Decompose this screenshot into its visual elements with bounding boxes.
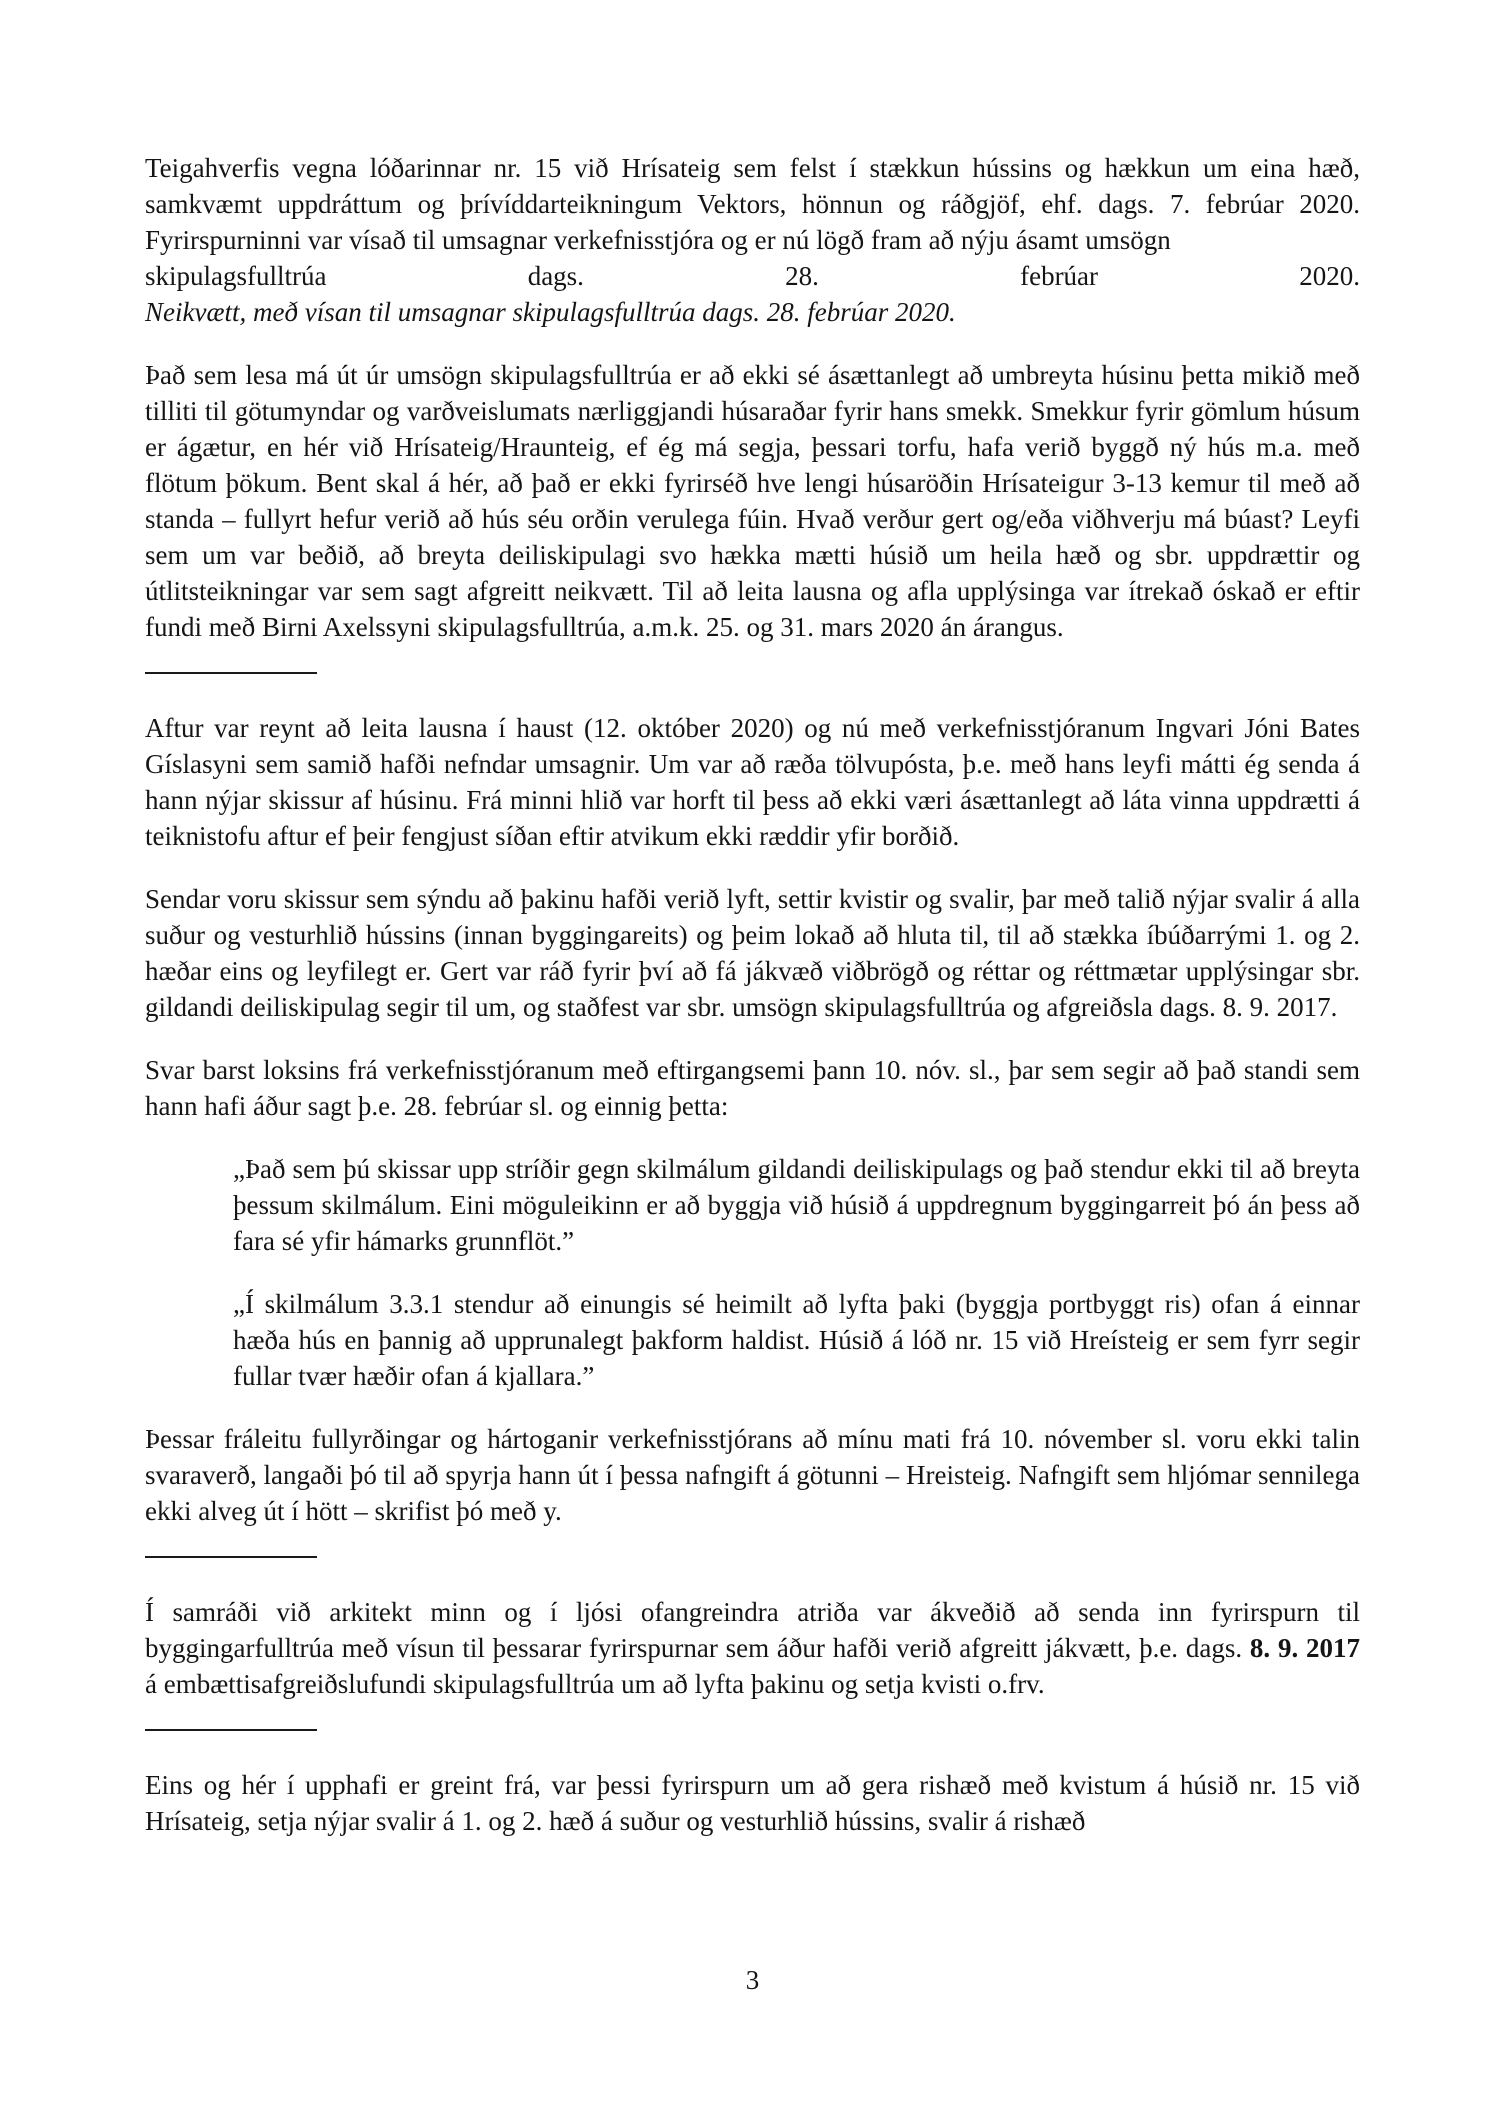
spread-word: 28. (785, 261, 819, 291)
paragraph-reply-intro: Svar barst loksins frá verkefnisstjóranum með eftirgangsemi þann 10. nóv. sl., þar sem segir að það standi sem hann hafi áður sagt þ.e. 28. febrúar sl. og einnig þetta: (145, 1055, 1360, 1121)
spread-word: 2020. (1299, 261, 1360, 291)
separator-line (145, 672, 317, 674)
inquiry-text-post: á embættisafgreiðslufundi skipulagsfulltrúa um að lyfta þakinu og setja kvisti o.frv. (145, 1669, 1045, 1699)
justified-spread-line (145, 258, 1360, 294)
inquiry-text-pre: Í samráði við arkitekt minn og í ljósi ofangreindra atriða var ákveðið að senda inn fyrirspurn til byggingarfulltrúa með vísun til þessarar fyrirspurnar sem áður hafði verið afgreitt jákvætt, þ.e. dags. (145, 1597, 1360, 1663)
paragraph-intro-block (145, 150, 1360, 330)
separator-line (145, 1556, 317, 1558)
paragraph-opinion: Það sem lesa má út úr umsögn skipulagsfulltrúa er að ekki sé ásættanlegt að umbreyta húsinu þetta mikið með tilliti til götumyndar og varðveislumats nærliggjandi húsaraðar fyrir hans smekk. Smekkur fyrir gömlum húsum er ágætur, en hér við Hrísateig/Hraunteig, ef ég má segja, þessari torfu, hafa verið byggð ný hús m.a. með flötum þökum. Bent skal á hér, að það er ekki fyrirséð hve lengi húsaröðin Hrísateigur 3-13 kemur til með að standa – fullyrt hefur verið að hús séu orðin verulega fúin. Hvað verður gert og/eða viðhverju má búast? Leyfi sem um var beðið, að breyta deiliskipulagi svo hækka mætti húsið um heila hæð og sbr. uppdrættir og útlitsteikningar var sem sagt afgreitt neikvætt. Til að leita lausna og afla upplýsinga var ítrekað óskað er eftir fundi með Birni Axelssyni skipulagsfulltrúa, a.m.k. 25. og 31. mars 2020 án árangus. (145, 360, 1360, 642)
spread-word: skipulagsfulltrúa (145, 261, 327, 291)
paragraph-sketches: Sendar voru skissur sem sýndu að þakinu hafði verið lyft, settir kvistir og svalir, þar með talið nýjar svalir á alla suður og vesturhlið hússins (innan byggingareits) og þeim lokað að hluta til, til að stækka íbúðarrými 1. og 2. hæðar eins og leyfilegt er. Gert var ráð fyrir því að fá jákvæð viðbrögð og réttar og réttmætar upplýsingar sbr. gildandi deiliskipulag segir til um, og staðfest var sbr. umsögn skipulagsfulltrúa og afgreiðsla dags. 8. 9. 2017. (145, 884, 1360, 1022)
inquiry-date-bold: 8. 9. 2017 (1249, 1633, 1360, 1663)
blockquote-terms-1: „Það sem þú skissar upp stríðir gegn skilmálum gildandi deiliskipulags og það stendur ekki til að breyta þessum skilmálum. Eini möguleikinn er að byggja við húsið á uppdregnum byggingarreit þó án þess að fara sé yfir hámarks grunnflöt.” (233, 1154, 1360, 1256)
separator-line (145, 1729, 317, 1731)
verdict-line: Neikvætt, með vísan til umsagnar skipulagsfulltrúa dags. 28. febrúar 2020. (145, 297, 956, 327)
paragraph-autumn-attempt: Aftur var reynt að leita lausna í haust (12. október 2020) og nú með verkefnisstjóranum Ingvari Jóni Bates Gíslasyni sem samið hafði nefndar umsagnir. Um var að ræða tölvupósta, þ.e. með hans leyfi mátti ég senda á hann nýjar skissur af húsinu. Frá minni hlið var horft til þess að ekki væri ásættanlegt að láta vinna uppdrætti á teiknistofu aftur ef þeir fengjust síðan eftir atvikum ekki ræddir yfir borðið. (145, 713, 1360, 851)
paragraph-rebuttal: Þessar fráleitu fullyrðingar og hártoganir verkefnisstjórans að mínu mati frá 10. nóvember sl. voru ekki talin svaraverð, langaði þó til að spyrja hann út í þessa nafngift á götunni – Hreisteig. Nafngift sem hljómar sennilega ekki alveg út í hött – skrifist þó með y. (145, 1424, 1360, 1526)
paragraph-closing: Eins og hér í upphafi er greint frá, var þessi fyrirspurn um að gera rishæð með kvistum á húsið nr. 15 við Hrísateig, setja nýjar svalir á 1. og 2. hæð á suður og vesturhlið hússins, svalir á rishæð (145, 1770, 1360, 1836)
spread-word: dags. (527, 261, 584, 291)
page-number: 3 (745, 1965, 760, 1995)
paragraph-new-inquiry (145, 1594, 1360, 1702)
paragraph-intro: Teigahverfis vegna lóðarinnar nr. 15 við Hrísateig sem felst í stækkun hússins og hækkun um eina hæð, samkvæmt uppdráttum og þrívíddarteikningum Vektors, hönnun og ráðgjöf, ehf. dags. 7. febrúar 2020. Fyrirspurninni var vísað til umsagnar verkefnisstjóra og er nú lögð fram að nýju ásamt umsögn (145, 153, 1360, 255)
blockquote-terms-2: „Í skilmálum 3.3.1 stendur að einungis sé heimilt að lyfta þaki (byggja portbyggt ris) ofan á einnar hæða hús en þannig að upprunalegt þakform haldist. Húsið á lóð nr. 15 við Hreísteig er sem fyrr segir fullar tvær hæðir ofan á kjallara.” (233, 1289, 1360, 1391)
spread-word: febrúar (1020, 261, 1099, 291)
